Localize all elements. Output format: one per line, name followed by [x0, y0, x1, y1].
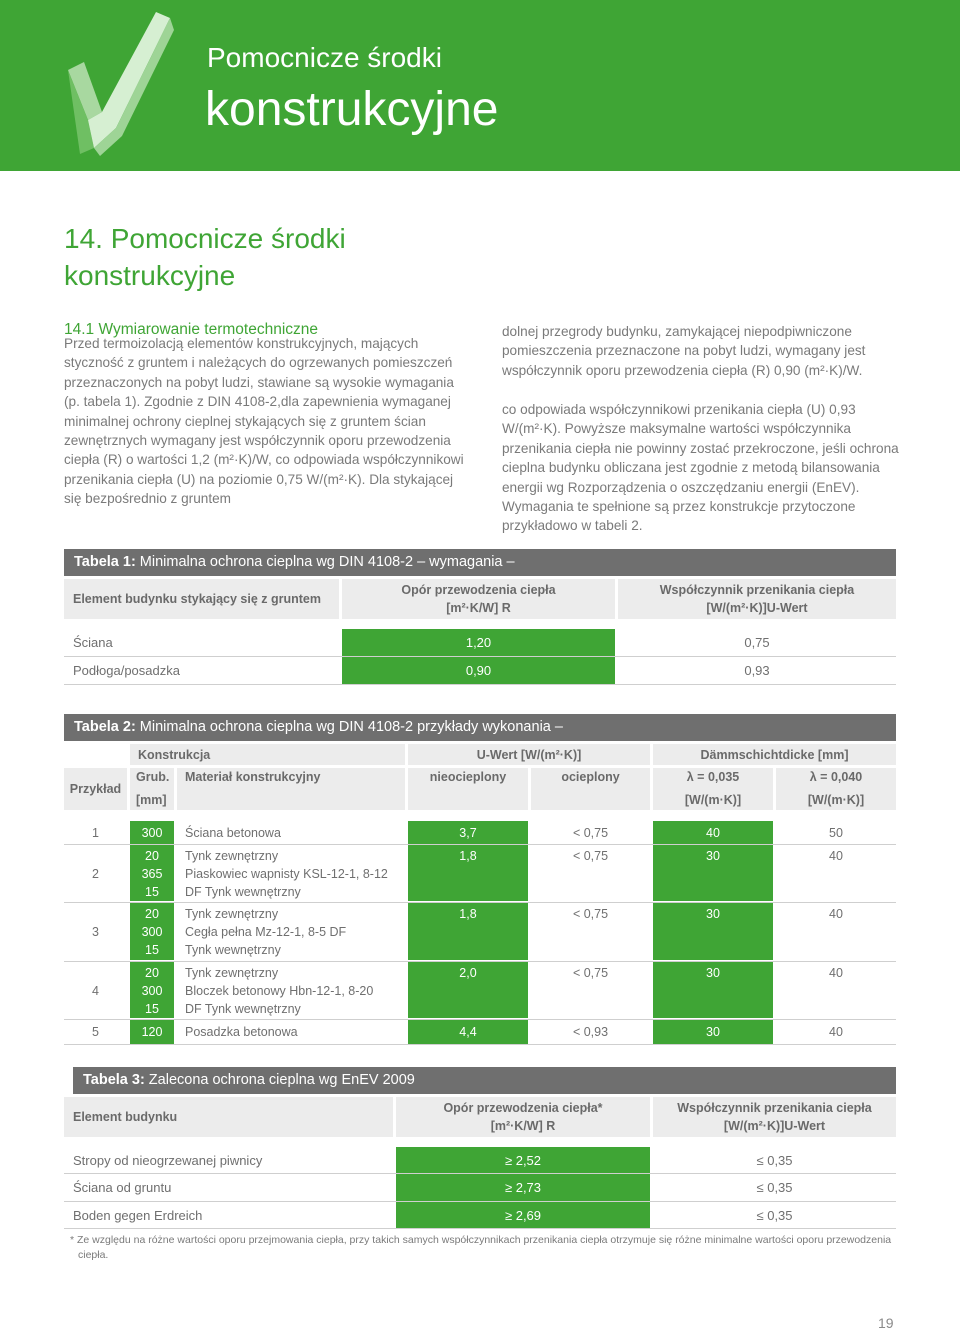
- table-2-row-nieocieplony: 3,7: [408, 821, 528, 844]
- table-3-row-u: ≤ 0,35: [756, 1207, 793, 1223]
- page-number: 19: [878, 1315, 894, 1331]
- section-subtitle: 14.1 Wymiarowanie termotechniczne: [64, 321, 319, 338]
- table-row: [64, 1020, 896, 1045]
- table-2-caption-text: Minimalna ochrona cieplna wg DIN 4108-2 przykłady wykonania –: [135, 719, 563, 735]
- table-3-caption-label: Tabela 3:: [83, 1072, 145, 1088]
- table-2-row-thickness: 300: [141, 925, 163, 939]
- table-2-header-lambda2-unit: [W/(m·K)]: [807, 793, 865, 807]
- header-title-line1: Pomocnicze środki: [207, 42, 442, 73]
- section-title: 14. Pomocnicze środki konstrukcyjne: [64, 223, 346, 291]
- table-2-row-lambda2: 40: [829, 907, 843, 921]
- table-3-header-u-unit: [W/(m²·K)]U-Wert: [723, 1119, 826, 1133]
- table-2-header-grub-label: Grub.: [136, 770, 170, 784]
- table-2-row-thickness: 15: [145, 885, 159, 899]
- table-row: [64, 845, 896, 903]
- table-2-row-lambda2: 40: [829, 849, 843, 863]
- table-1: [64, 549, 896, 689]
- table-2-header-lambda1-unit: [W/(m·K)]: [684, 793, 742, 807]
- table-2-row-material: Posadzka betonowa: [185, 1025, 298, 1039]
- table-2-row-thickness: 20: [145, 966, 159, 980]
- table-2-caption: [64, 714, 896, 741]
- table-3-row-label: Stropy od nieogrzewanej piwnicy: [73, 1152, 263, 1168]
- table-2-header-nieocieplony: [408, 768, 528, 810]
- table-2-row-material: Tynk zewnętrzny: [185, 966, 279, 980]
- table-2-header-uwert: U-Wert [W/(m²·K)]: [408, 744, 650, 765]
- table-2-row-material: Bloczek betonowy Hbn-12-1, 8-20: [185, 984, 374, 998]
- table-1-row-label: Ściana: [73, 635, 113, 650]
- table-2-row-thickness: 20: [145, 907, 159, 921]
- table-2-row-thickness: 120: [130, 1020, 174, 1044]
- table-3-row-label: Ściana od gruntu: [73, 1180, 172, 1195]
- table-2-row-material: Tynk zewnętrzny: [185, 907, 279, 921]
- table-2-header-material: [177, 768, 405, 810]
- table-3-caption: [73, 1067, 896, 1094]
- table-3-header-r-unit: [m²·K/W] R: [490, 1119, 556, 1133]
- table-2-row-thickness: 15: [145, 1002, 159, 1016]
- table-1-header-u-unit: [W/(m²·K)]U-Wert: [706, 601, 808, 615]
- table-2: [64, 714, 896, 1049]
- table-2-row-lambda1: 30: [653, 845, 773, 901]
- table-2-header-grub-unit: [mm]: [136, 793, 167, 807]
- table-2-row-nr: 1: [92, 825, 99, 840]
- table-2-row-lambda1: 40: [653, 821, 773, 844]
- table-3-caption-text: Zalecona ochrona cieplna wg EnEV 2009: [144, 1072, 415, 1088]
- table-3-header-r: [396, 1097, 650, 1137]
- table-2-row-thickness: 365: [141, 867, 163, 881]
- table-2-row-nieocieplony: 1,8: [408, 903, 528, 960]
- table-2-row-ocieplony: < 0,75: [572, 825, 609, 840]
- table-1-row-label: Podłoga/posadzka: [73, 663, 180, 678]
- table-row: [64, 903, 896, 962]
- paragraph-right-1: dolnej przegrody budynku, zamykającej niepodpiwniczone pomieszczenia przeznaczone na pobyt ludzi, wymagany jest współczynnik oporu przewodzenia ciepła (R) 0,90 (m²·K)/W.: [502, 324, 866, 378]
- table-3-row-r: ≥ 2,73: [396, 1174, 650, 1201]
- table-2-row-lambda1: 30: [653, 1020, 773, 1044]
- table-2-row-lambda2: 50: [829, 825, 843, 840]
- table-2-header-ocieplony-label: ocieplony: [561, 770, 620, 784]
- table-3-row-u: ≤ 0,35: [756, 1180, 793, 1195]
- table-2-row-thickness: 300: [141, 984, 163, 998]
- table-1-header-element: Element budynku stykający się z gruntem: [64, 579, 339, 619]
- table-2-row-material: Piaskowiec wapnisty KSL-12-1, 8-12: [185, 867, 388, 881]
- table-2-header-konstrukcja: Konstrukcja: [130, 744, 405, 765]
- table-2-row-material: Tynk wewnętrzny: [185, 943, 281, 957]
- table-3-row-u: ≤ 0,35: [756, 1152, 793, 1168]
- table-3-header-r-title: Opór przewodzenia ciepła*: [443, 1101, 603, 1115]
- header-title-line2: konstrukcyjne: [205, 83, 499, 136]
- table-2-row-thickness: 300: [130, 821, 174, 844]
- table-2-row-material: Tynk zewnętrzny: [185, 849, 279, 863]
- table-2-row-material: Cegła pełna Mz-12-1, 8-5 DF: [185, 925, 347, 939]
- table-2-row-lambda2: 40: [829, 1025, 843, 1039]
- table-3-row-r: ≥ 2,69: [396, 1202, 650, 1228]
- table-2-row-lambda2: 40: [829, 966, 843, 980]
- table-1-row-r: 0,90: [342, 657, 615, 684]
- table-3-row-r: ≥ 2,52: [396, 1147, 650, 1173]
- table-1-caption-text: Minimalna ochrona cieplna wg DIN 4108-2 – wymagania –: [135, 554, 515, 570]
- table-1-caption: [64, 549, 896, 576]
- table-2-header-grub: [130, 768, 174, 810]
- header-banner: [0, 0, 960, 171]
- table-1-header-r: [342, 579, 615, 619]
- table-2-row-material: DF Tynk wewnętrzny: [185, 1002, 301, 1016]
- table-row: [64, 821, 896, 845]
- table-row: [64, 1174, 896, 1202]
- footnote: * Ze względu na różne wartości oporu przejmowania ciepła, przy takich samych współczynnikach przenikania ciepła otrzymuje się różne minimalne wartości oporu przewodzenia ciepła.: [70, 1234, 892, 1261]
- table-row: [64, 962, 896, 1020]
- table-2-row-nr: 4: [92, 983, 99, 998]
- table-1-header-u: [618, 579, 896, 619]
- table-1-header-r-title: Opór przewodzenia ciepła: [401, 583, 556, 597]
- table-2-header-nieocieplony-label: nieocieplony: [429, 770, 507, 784]
- table-2-header-przyklad: Przykład: [64, 768, 127, 810]
- table-2-row-ocieplony: < 0,75: [572, 849, 609, 863]
- table-2-header-lambda2-value: λ = 0,040: [809, 770, 863, 784]
- table-2-row-ocieplony: < 0,75: [572, 966, 609, 980]
- table-2-row-nr: 3: [92, 925, 99, 939]
- table-1-caption-label: Tabela 1:: [74, 554, 136, 570]
- paragraph-left: [64, 334, 469, 509]
- table-row: [64, 1202, 896, 1229]
- table-row: [64, 657, 896, 685]
- table-2-header-lambda2: [776, 768, 896, 810]
- table-2-row-ocieplony: < 0,75: [572, 907, 609, 921]
- table-2-header-lambda1: [653, 768, 773, 810]
- table-2-header-material-label: Materiał konstrukcyjny: [185, 770, 321, 784]
- table-2-header-ocieplony: [531, 768, 650, 810]
- table-3-header-u: [653, 1097, 896, 1137]
- table-3: [64, 1067, 896, 1232]
- table-2-row-lambda1: 30: [653, 903, 773, 960]
- paragraph-right-2: co odpowiada współczynnikowi przenikania ciepła (U) 0,93 W/(m²·K). Powyższe maksymalne wartości współczynnika przenikania ciepła nie powinny zostać przekroczone, jeśli ochrona cieplna budynku obliczana jest zgodnie z metodą bilansowania energii wg Rozporządzenia o oszczędzaniu energii (EnEV). Wymagania te spełnione są przez konstrukcje przytoczone przykładowo w tabeli 2.: [502, 402, 899, 534]
- table-row: [64, 629, 896, 657]
- table-2-row-nr: 5: [92, 1025, 99, 1039]
- table-1-row-r: 1,20: [342, 629, 615, 656]
- table-2-row-material: DF Tynk wewnętrzny: [185, 885, 301, 899]
- paragraph-left-text: Przed termoizolacją elementów konstrukcyjnych, mających styczność z gruntem i należących do ogrzewanych pomieszczeń przeznaczonych na pobyt ludzi, stawiane są wysokie wymagania (p. tabela 1). Zgodnie z DIN 4108-2,dla zapewnienia wymaganej minimalnej ochrony cieplnej stykających się z gruntem ścian zewnętrznych wymagany jest współczynnik oporu przewodzenia ciepła (R) o wartości 1,2 (m²·K)/W, co odpowiada współczynnikowi przenikania ciepła (U) na poziomie 0,75 W/(m²·K). Dla stykającej się bezpośrednio z gruntem: [64, 336, 464, 507]
- table-2-header-lambda1-value: λ = 0,035: [686, 770, 740, 784]
- table-2-header-daemm: Dämmschichtdicke [mm]: [653, 744, 896, 765]
- table-2-row-thickness: 15: [145, 943, 159, 957]
- table-3-header-u-title: Współczynnik przenikania ciepła: [677, 1101, 872, 1115]
- table-2-row-material: Ściana betonowa: [185, 825, 281, 840]
- table-1-header-r-unit: [m²·K/W] R: [446, 601, 511, 615]
- table-3-header-element: Element budynku: [64, 1097, 393, 1137]
- table-2-row-thickness: 20: [145, 849, 159, 863]
- table-2-row-nr: 2: [92, 866, 99, 881]
- table-1-row-u: 0,75: [744, 635, 770, 650]
- table-row: [64, 1147, 896, 1174]
- table-2-row-nieocieplony: 2,0: [408, 962, 528, 1018]
- table-1-header-u-title: Współczynnik przenikania ciepła: [659, 583, 855, 597]
- table-2-row-nieocieplony: 4,4: [408, 1020, 528, 1044]
- table-2-row-lambda1: 30: [653, 962, 773, 1018]
- table-2-row-ocieplony: < 0,93: [572, 1025, 609, 1039]
- checkmark-icon: [60, 8, 180, 158]
- table-1-row-u: 0,93: [744, 663, 770, 678]
- table-3-row-label: Boden gegen Erdreich: [73, 1207, 203, 1223]
- table-2-caption-label: Tabela 2:: [74, 719, 136, 735]
- table-2-row-nieocieplony: 1,8: [408, 845, 528, 901]
